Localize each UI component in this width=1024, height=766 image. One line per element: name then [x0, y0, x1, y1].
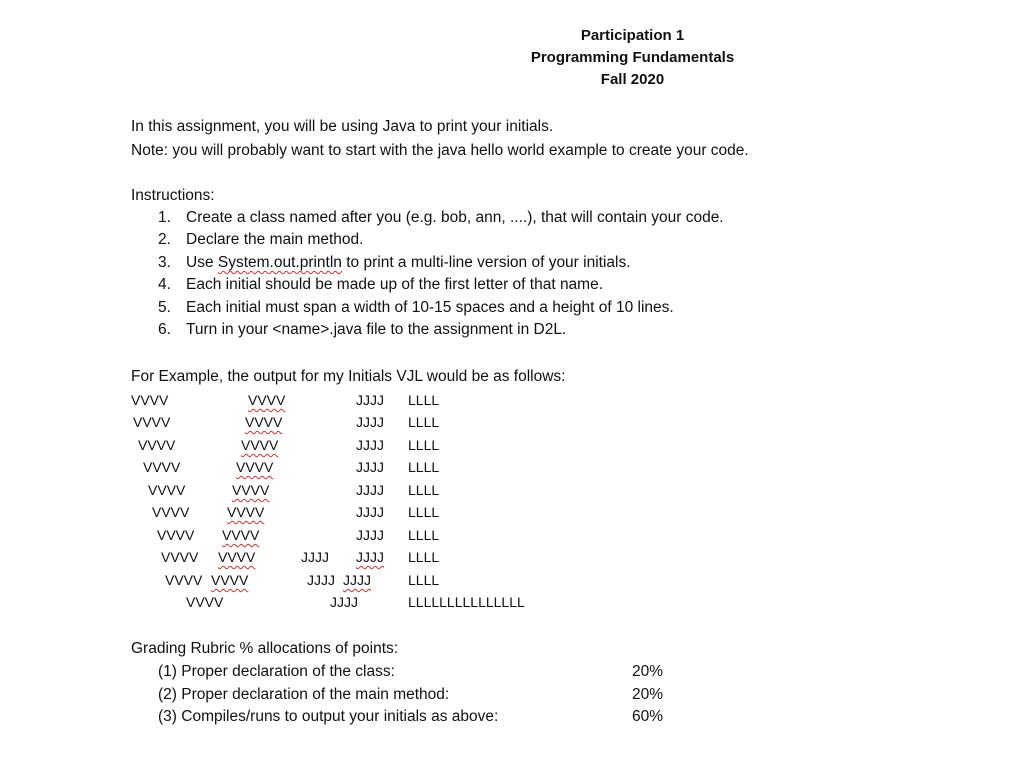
- j-stem-row: JJJJ: [356, 414, 384, 430]
- v-left-row: VVVV: [143, 459, 181, 475]
- v-left-row: VVVV: [138, 437, 176, 453]
- rubric-item-percent: 20%: [632, 686, 664, 703]
- rubric-item-label: (3) Compiles/runs to output your initials as above:: [158, 708, 499, 725]
- j-stem-row: JJJJ: [356, 459, 384, 475]
- instruction-item: [158, 319, 566, 341]
- v-right-row: VVVV: [222, 527, 260, 543]
- j-stem-row: JJJJ: [356, 392, 384, 408]
- j-stem-row: JJJJ: [356, 527, 384, 543]
- rubric-item-percent: 20%: [632, 663, 664, 680]
- intro-line-1: In this assignment, you will be using Java to print your initials.: [131, 118, 554, 135]
- rubric-heading: Grading Rubric % allocations of points:: [131, 640, 399, 657]
- l-stem-row: LLLL: [408, 482, 440, 498]
- j-stem-row: JJJJ: [356, 504, 384, 520]
- j-hook-row: JJJJ: [301, 549, 329, 565]
- v-left-row: VVVV: [165, 572, 203, 588]
- l-stem-row: LLLL: [408, 527, 440, 543]
- v-left-row: VVVV: [131, 392, 169, 408]
- instruction-text: Each initial should be made up of the first letter of that name.: [186, 276, 604, 293]
- code-reference: System.out.println: [217, 254, 342, 271]
- v-left-row: VVVV: [161, 549, 199, 565]
- instruction-number: 6.: [158, 321, 171, 338]
- instruction-item: [158, 297, 674, 319]
- instruction-text-post: to print a multi-line version of your initials.: [341, 254, 631, 271]
- j-hook-row: JJJJ: [307, 572, 335, 588]
- instruction-item: [158, 252, 631, 274]
- doc-title-line1: Participation 1: [580, 27, 685, 44]
- doc-title-line3: Fall 2020: [600, 71, 665, 88]
- instruction-item: [158, 229, 363, 251]
- instruction-number: 1.: [158, 209, 171, 226]
- instruction-number: 2.: [158, 231, 171, 248]
- instruction-number: 3.: [158, 254, 171, 271]
- instruction-text: Turn in your <name>.java file to the assignment in D2L.: [186, 321, 567, 338]
- j-stem-row: JJJJ: [356, 482, 384, 498]
- doc-title-line2: Programming Fundamentals: [530, 49, 735, 66]
- instructions-heading: Instructions:: [131, 187, 215, 204]
- v-left-row: VVVV: [157, 527, 195, 543]
- j-stem-row: JJJJ: [356, 437, 384, 453]
- v-bottom-row: VVVV: [186, 594, 224, 610]
- instruction-text: Declare the main method.: [186, 231, 364, 248]
- instruction-text: Each initial must span a width of 10-15 spaces and a height of 10 lines.: [186, 299, 674, 316]
- v-right-row: VVVV: [218, 549, 256, 565]
- v-left-row: VVVV: [133, 414, 171, 430]
- rubric-item-percent: 60%: [632, 708, 664, 725]
- instruction-item: [158, 274, 603, 296]
- v-left-row: VVVV: [148, 482, 186, 498]
- v-right-row: VVVV: [232, 482, 270, 498]
- v-right-row: VVVV: [236, 459, 274, 475]
- v-right-row: VVVV: [211, 572, 249, 588]
- l-stem-row: LLLL: [408, 549, 440, 565]
- intro-line-2: Note: you will probably want to start with the java hello world example to create your code.: [131, 142, 749, 159]
- instruction-text: Create a class named after you (e.g. bob, ann, ....), that will contain your code.: [186, 209, 724, 226]
- v-right-row: VVVV: [248, 392, 286, 408]
- v-left-row: VVVV: [152, 504, 190, 520]
- j-stem-row: JJJJ: [356, 549, 384, 565]
- l-stem-row: LLLL: [408, 437, 440, 453]
- v-right-row: VVVV: [227, 504, 265, 520]
- v-right-row: VVVV: [241, 437, 279, 453]
- instruction-number: 4.: [158, 276, 171, 293]
- l-stem-row: LLLL: [408, 459, 440, 475]
- instruction-item: [158, 207, 724, 229]
- rubric-item-label: (2) Proper declaration of the main method:: [158, 686, 450, 703]
- v-right-row: VVVV: [245, 414, 283, 430]
- rubric-item-label: (1) Proper declaration of the class:: [158, 663, 395, 680]
- l-stem-row: LLLL: [408, 392, 440, 408]
- j-stem-row: JJJJ: [343, 572, 371, 588]
- l-stem-row: LLLL: [408, 504, 440, 520]
- l-stem-row: LLLL: [408, 572, 440, 588]
- l-stem-row: LLLL: [408, 414, 440, 430]
- l-bottom-row: LLLLLLLLLLLLLLL: [408, 594, 525, 610]
- instruction-number: 5.: [158, 299, 171, 316]
- example-heading: For Example, the output for my Initials VJL would be as follows:: [131, 368, 566, 385]
- j-bottom-row: JJJJ: [330, 594, 358, 610]
- instruction-text-pre: Use: [186, 254, 218, 271]
